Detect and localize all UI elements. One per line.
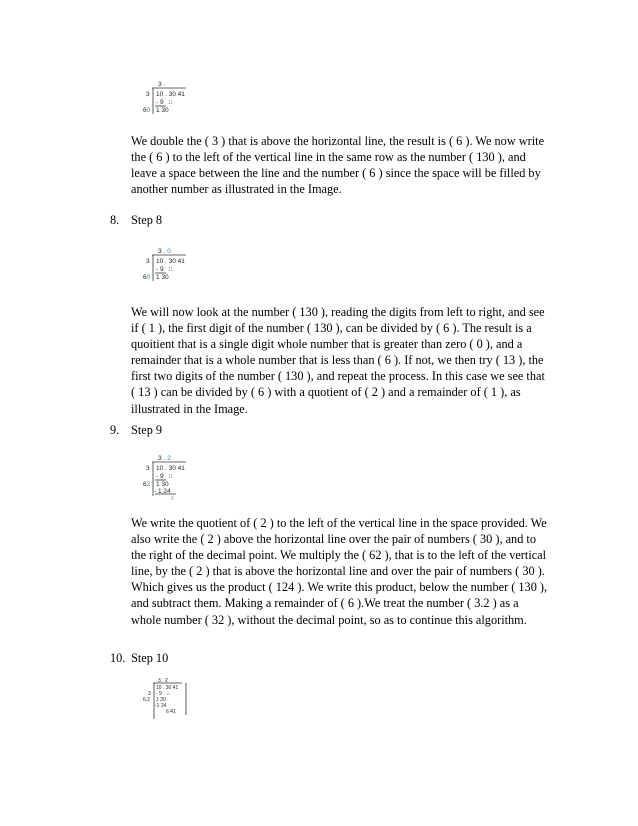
step-number: 8. — [110, 213, 120, 227]
divisor-with-quotient: 62 — [143, 481, 151, 488]
step-label: Step 10 — [131, 651, 169, 665]
step-number: 9. — [110, 423, 120, 437]
row-tail-digits: 11 — [168, 267, 174, 273]
step-number: 10. — [110, 651, 126, 665]
division-diagram — [138, 78, 198, 118]
divisor-digit: 3 — [146, 91, 150, 98]
paragraph-step-8: We will now look at the number ( 130 ), reading the digits from left to right, and see if ( 1 ), the first digit of the number ( 130 ), can be divided by ( 6 ). The result is a quoitient that is a single digit whole number that is greater than zero ( 0 ), and a remainder that is a whole number that is less than ( 6 ). If not, we then try ( 13 ), the first two digits of the number ( 130 ), and repeat the process. In this case we see that ( 13 ) can be divided by ( 6 ) with a quotient of ( 2 ) and a remainder of ( 1 ), as illustrated in the Image. — [131, 305, 545, 416]
product-row: - 1 24 — [154, 488, 171, 495]
division-diagram — [142, 675, 192, 721]
step-label: Step 9 — [131, 423, 163, 437]
long-division-figure-1 — [138, 78, 198, 118]
subtraction-row: - 9 — [156, 473, 164, 480]
new-remainder: 6 — [171, 496, 175, 502]
step-8-heading — [110, 212, 162, 228]
divisor-digit: 3 — [146, 258, 150, 265]
dividend-digits: 10 . 30 41 — [156, 91, 185, 98]
quotient-digits: 3 . 2 — [158, 455, 171, 462]
doubled-digit: 60 — [143, 274, 151, 281]
dividend-digits: 10 . 30 41 — [156, 685, 179, 691]
row-tail-digits: 11 — [168, 474, 174, 480]
long-division-figure-4 — [142, 675, 192, 721]
paragraph-step-7: We double the ( 3 ) that is above the horizontal line, the result is ( 6 ). We now write the ( 6 ) to the left of the vertical line in the same row as the number ( 130 ), and leave a space between the line and the number ( 6 ) since the space will be filled by another number as illustrated in the Image. — [131, 134, 545, 197]
doubled-digit: 60 — [143, 107, 151, 114]
dividend-digits: 10 . 30 41 — [156, 258, 185, 265]
division-diagram — [138, 245, 198, 285]
remainder-row: 1 30 — [156, 107, 169, 114]
product-row: -1 24 — [155, 703, 167, 709]
long-division-figure-2 — [138, 245, 198, 285]
remainder-row: 1 30 — [156, 697, 166, 703]
quotient-digits: 3 . 0 — [158, 248, 171, 255]
subtraction-row: - 9 — [156, 691, 162, 697]
paragraph-step-9: We write the quotient of ( 2 ) to the left of the vertical line in the space provided. We also write the ( 2 ) above the horizontal line over the pair of numbers ( 30 ), and to the right of the decimal point. We multiply the ( 62 ), that is to the left of the vertical line, by the ( 2 ) that is above the horizontal line and over the pair of numbers ( 30 ). Which gives us the product ( 124 ). We write this product, below the number ( 130 ), and subtract them. Making a remainder of ( 6 ).We treat the number ( 3.2 ) as a whole number ( 32 ), without the decimal point, so as to continue this algorithm. — [131, 516, 548, 627]
quotient-digits: 3 . 2 — [158, 678, 168, 684]
remainder-row: 1 30 — [156, 274, 169, 281]
divisor-digit: 3 — [148, 691, 151, 697]
row-tail-digits: 11 — [166, 691, 171, 696]
row-tail-digits: 11 — [168, 100, 174, 106]
step-10-heading — [110, 650, 168, 666]
quotient-digits: 3 . — [158, 81, 166, 88]
long-division-figure-3 — [138, 452, 198, 500]
subtraction-row: - 9 — [156, 99, 164, 106]
divisor-with-quotient: 6.2 — [143, 697, 150, 703]
division-diagram — [138, 452, 198, 500]
step-label: Step 8 — [131, 213, 163, 227]
remainder-row: 1 30 — [156, 481, 169, 488]
subtraction-row: - 9 — [156, 266, 164, 273]
divisor-digit: 3 — [146, 465, 150, 472]
step-9-heading — [110, 422, 162, 438]
new-remainder: 6 41 — [166, 709, 176, 715]
dividend-digits: 10 . 30 41 — [156, 465, 185, 472]
